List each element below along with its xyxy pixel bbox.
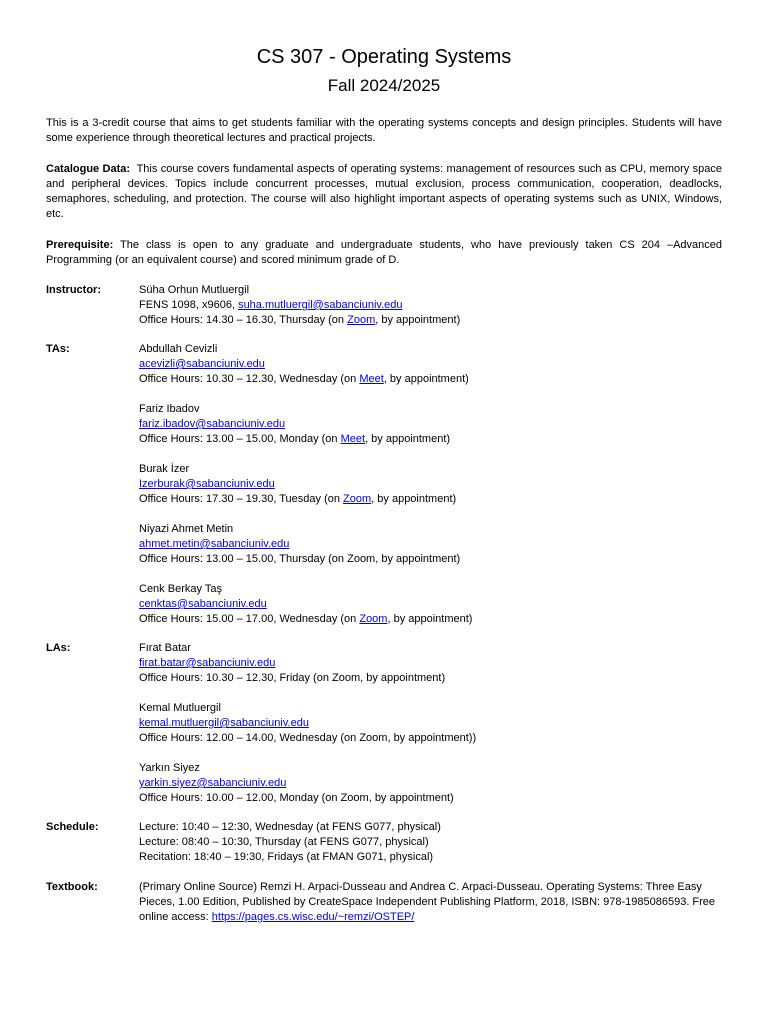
instructor-name: Süha Orhun Mutluergil (139, 284, 250, 296)
ta-hours-suffix: , by appointment) (371, 493, 457, 505)
ta-email-link[interactable]: ahmet.metin@sabanciuniv.edu (139, 538, 290, 550)
ta-name: Abdullah Cevizli (139, 343, 218, 355)
ta-hours (139, 612, 722, 627)
textbook-text: (Primary Online Source) Remzi H. Arpaci-Dusseau and Andrea C. Arpaci-Dusseau. Operating Systems: Three Easy Pieces, 1.00 Edition, Published by CreateSpace Independent Publishing Platform, 2018, ISBN: 978-1985086593. Free online access: (139, 881, 716, 923)
catalogue-text: This course covers fundamental aspects of operating systems: management of resources such as CPU, memory space and peripheral devices. Topics include concurrent processes, mutual exclusion, process communication, cooperation, deadlocks, semaphores, scheduling, and protection. The course will also highlight important aspects of operating systems such as UNIX, Windows, etc. (46, 163, 722, 220)
schedule-label: Schedule: (46, 821, 99, 833)
instructor-section (46, 283, 722, 328)
ta-hours-suffix: , by appointment) (365, 433, 451, 445)
schedule-line: Lecture: 10:40 – 12:30, Wednesday (at FENS G077, physical) (139, 821, 441, 833)
ta-entry (139, 342, 722, 387)
ta-name: Burak İzer (139, 463, 190, 475)
prerequisite-text: The class is open to any graduate and undergraduate students, who have previously taken CS 204 –Advanced Programming (or an equivalent course) and scored minimum grade of D. (46, 239, 723, 266)
textbook-label: Textbook: (46, 881, 98, 893)
ta-email-link[interactable]: cenktas@sabanciuniv.edu (139, 598, 267, 610)
schedule-line: Recitation: 18:40 – 19:30, Fridays (at FMAN G071, physical) (139, 851, 434, 863)
ta-entry (139, 402, 722, 447)
la-email-link[interactable]: firat.batar@sabanciuniv.edu (139, 657, 276, 669)
instructor-hours-text: Office Hours: 14.30 – 16.30, Thursday (on (139, 314, 348, 326)
la-name: Yarkın Siyez (139, 762, 200, 774)
ta-email-link[interactable]: fariz.ibadov@sabanciuniv.edu (139, 418, 286, 430)
course-title: CS 307 - Operating Systems (256, 46, 512, 68)
ta-name: Niyazi Ahmet Metin (139, 523, 234, 535)
las-label: LAs: (46, 642, 71, 654)
instructor-hours (139, 313, 722, 328)
ta-meet-link[interactable]: Meet (340, 433, 366, 445)
instructor-email-link[interactable]: suha.mutluergil@sabanciuniv.edu (238, 299, 403, 311)
las-section (46, 641, 722, 806)
course-term: Fall 2024/2025 (327, 76, 441, 95)
instructor-office-text: FENS 1098, x9606, (139, 299, 239, 311)
tas-label: TAs: (46, 343, 70, 355)
la-email-link[interactable]: kemal.mutluergil@sabanciuniv.edu (139, 717, 309, 729)
schedule-line: Lecture: 08:40 – 10:30, Thursday (at FENS G077, physical) (139, 836, 429, 848)
la-email-link[interactable]: yarkin.siyez@sabanciuniv.edu (139, 777, 287, 789)
ta-hours-text: Office Hours: 13.00 – 15.00, Monday (on (139, 433, 341, 445)
ta-name: Cenk Berkay Taş (139, 583, 222, 595)
la-name: Fırat Batar (139, 642, 191, 654)
prerequisite-paragraph (46, 238, 722, 268)
la-hours: Office Hours: 10.00 – 12.00, Monday (on Zoom, by appointment) (139, 792, 454, 804)
ostep-link[interactable]: https://pages.cs.wisc.edu/~remzi/OSTEP/ (211, 911, 415, 923)
textbook-body (139, 880, 722, 925)
intro-paragraph: This is a 3-credit course that aims to get students familiar with the operating systems concepts and design principles. Students will have some experience through theoretical lectures and practical projects. (46, 117, 722, 144)
ta-hours (139, 372, 722, 387)
instructor-zoom-link[interactable]: Zoom (347, 314, 376, 326)
ta-hours-suffix: , by appointment) (383, 373, 469, 385)
textbook-section (46, 880, 722, 925)
syllabus-page (46, 0, 722, 925)
ta-zoom-link[interactable]: Zoom (343, 493, 372, 505)
catalogue-label: Catalogue Data: (46, 163, 131, 175)
ta-entry (139, 462, 722, 507)
ta-zoom-link[interactable]: Zoom (359, 613, 388, 625)
catalogue-paragraph (46, 162, 722, 222)
ta-entry (139, 582, 722, 627)
la-entry (139, 701, 722, 746)
ta-email-link[interactable]: Izerburak@sabanciuniv.edu (139, 478, 275, 490)
la-hours: Office Hours: 12.00 – 14.00, Wednesday (on Zoom, by appointment)) (139, 732, 477, 744)
ta-hours (139, 432, 722, 447)
ta-hours (139, 492, 722, 507)
tas-section (46, 342, 722, 627)
instructor-label: Instructor: (46, 284, 101, 296)
prerequisite-label: Prerequisite: (46, 239, 114, 251)
ta-hours-text: Office Hours: 17.30 – 19.30, Tuesday (on (139, 493, 344, 505)
ta-entry (139, 522, 722, 567)
la-entry (139, 641, 722, 686)
ta-hours: Office Hours: 13.00 – 15.00, Thursday (on Zoom, by appointment) (139, 553, 461, 565)
ta-hours-text: Office Hours: 10.30 – 12.30, Wednesday (on (139, 373, 360, 385)
instructor-office (139, 298, 722, 313)
la-hours: Office Hours: 10.30 – 12.30, Friday (on Zoom, by appointment) (139, 672, 446, 684)
ta-name: Fariz Ibadov (139, 403, 200, 415)
schedule-section (46, 820, 722, 865)
ta-hours-suffix: , by appointment) (387, 613, 473, 625)
ta-email-link[interactable]: acevizli@sabanciuniv.edu (139, 358, 265, 370)
ta-hours-text: Office Hours: 15.00 – 17.00, Wednesday (on (139, 613, 360, 625)
instructor-hours-suffix: , by appointment) (375, 314, 461, 326)
ta-meet-link[interactable]: Meet (359, 373, 384, 385)
la-entry (139, 761, 722, 806)
la-name: Kemal Mutluergil (139, 702, 221, 714)
